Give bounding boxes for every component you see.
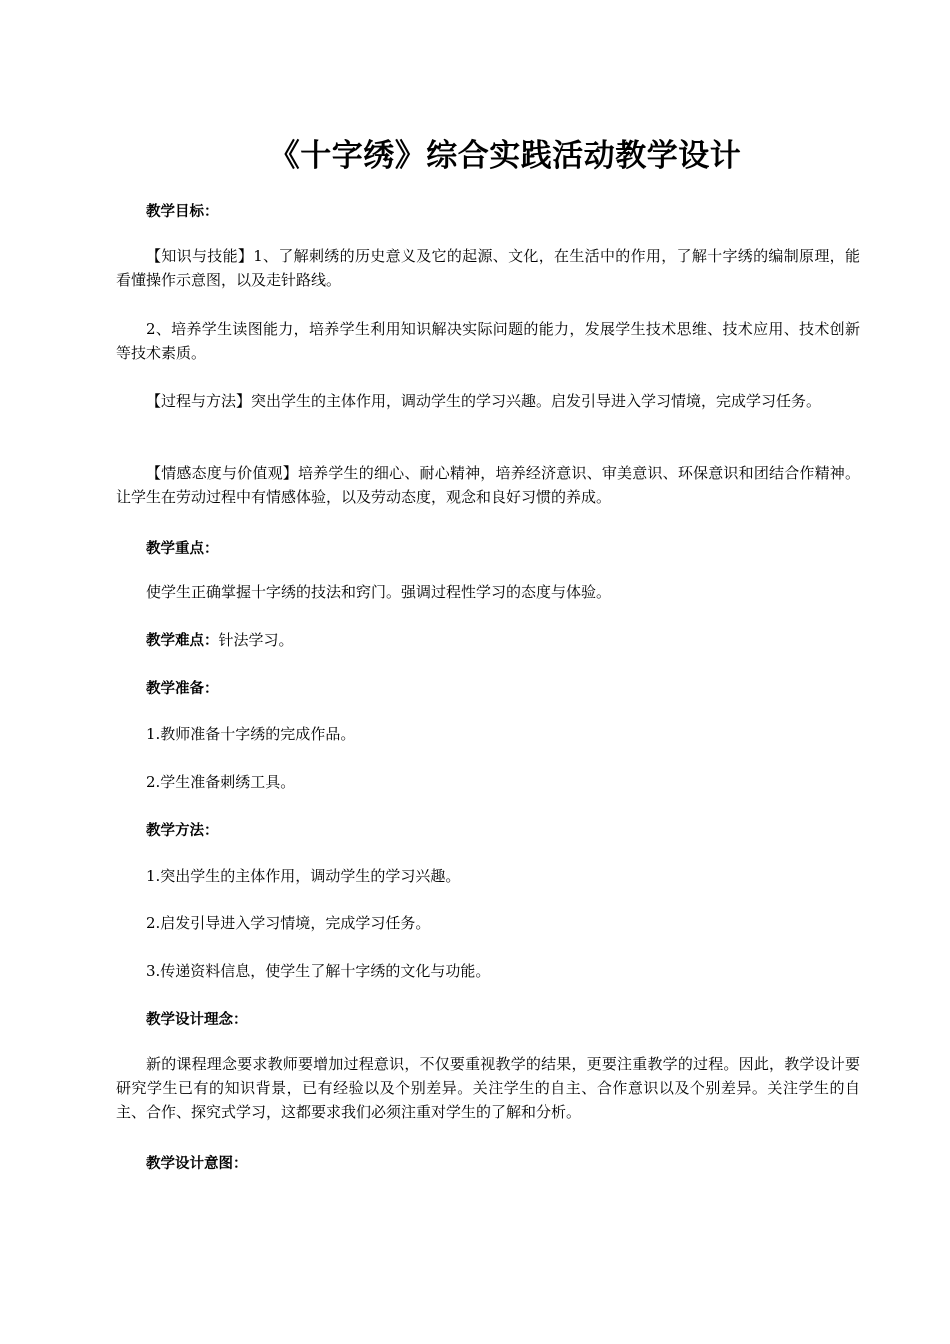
- methods-heading: 教学方法：: [146, 823, 219, 839]
- method-item: 3.传递资料信息，使学生了解十字绣的文化与功能。: [146, 962, 491, 980]
- goal-knowledge-paragraph: 【知识与技能】1、了解刺绣的历史意义及它的起源、文化，在生活中的作用，了解十字绣的编制原理，能看懂操作示意图，以及走针路线。: [116, 247, 860, 289]
- design-concept-paragraph: 新的课程理念要求教师要增加过程意识，不仅要重视教学的结果，更要注重教学的过程。因此，教学设计要研究学生已有的知识背景，已有经验以及个别差异。关注学生的自主、合作意识以及个别差异。关注学生的自主、合作、探究式学习，这都要求我们必须注重对学生的了解和分析。: [116, 1055, 860, 1121]
- goals-heading: 教学目标：: [146, 204, 219, 220]
- difficulty-label: 教学难点：: [146, 633, 219, 649]
- goal-ability-paragraph: 2、培养学生读图能力，培养学生利用知识解决实际问题的能力，发展学生技术思维、技术应用、技术创新等技术素质。: [116, 320, 860, 362]
- goal-process-paragraph: 【过程与方法】突出学生的主体作用，调动学生的学习兴趣。启发引导进入学习情境，完成学习任务。: [146, 392, 822, 410]
- method-item: 2.启发引导进入学习情境，完成学习任务。: [146, 914, 431, 932]
- preparation-heading: 教学准备：: [146, 681, 219, 697]
- goal-emotion-paragraph: 【情感态度与价值观】培养学生的细心、耐心精神，培养经济意识、审美意识、环保意识和团结合作精神。让学生在劳动过程中有情感体验，以及劳动态度，观念和良好习惯的养成。: [116, 464, 860, 506]
- preparation-item: 1.教师准备十字绣的完成作品。: [146, 725, 356, 743]
- key-points-heading: 教学重点：: [146, 541, 219, 557]
- method-item: 1.突出学生的主体作用，调动学生的学习兴趣。: [146, 867, 461, 885]
- difficulty-line: [146, 629, 294, 650]
- preparation-item: 2.学生准备刺绣工具。: [146, 773, 296, 791]
- design-intent-heading: 教学设计意图：: [146, 1156, 248, 1172]
- document-title: 《十字绣》综合实践活动教学设计: [268, 138, 742, 174]
- design-concept-heading: 教学设计理念：: [146, 1012, 248, 1028]
- difficulty-text: 针法学习。: [218, 631, 294, 649]
- key-points-text: 使学生正确掌握十字绣的技法和窍门。强调过程性学习的态度与体验。: [146, 583, 612, 601]
